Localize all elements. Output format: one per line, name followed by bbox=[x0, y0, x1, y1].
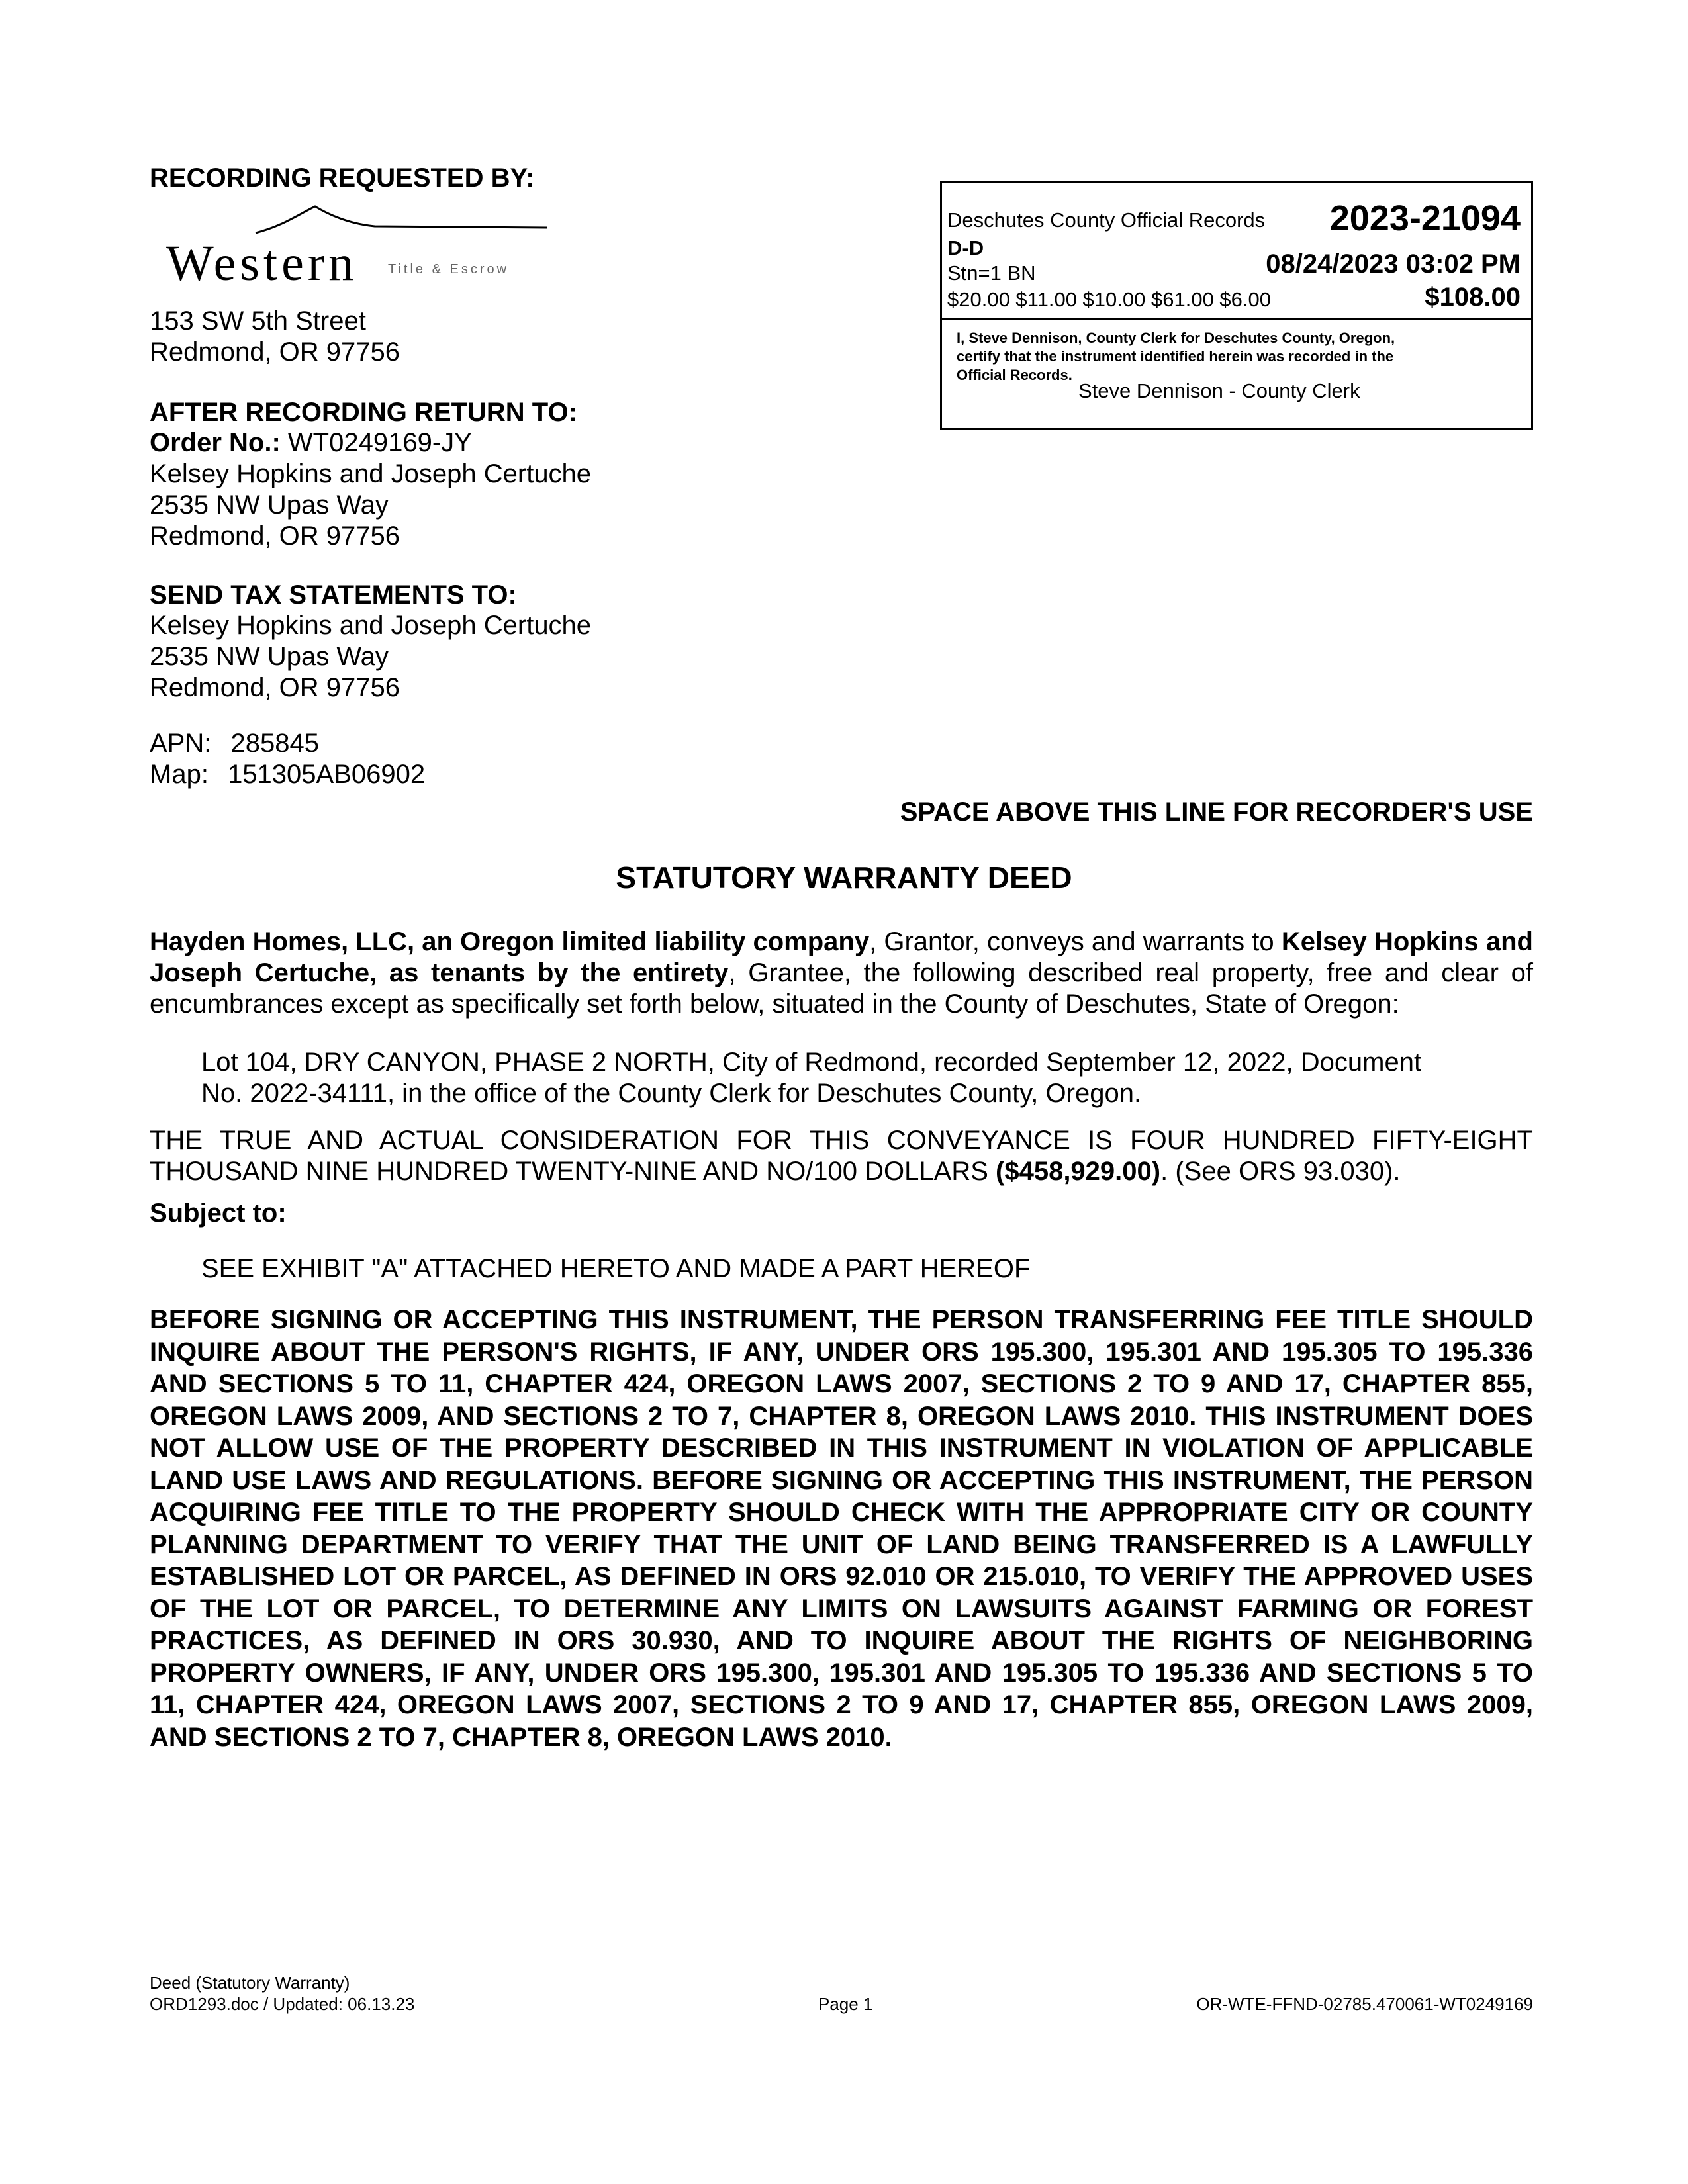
mountain-logo-icon bbox=[242, 200, 560, 240]
stamp-certification-line-2: certify that the instrument identified herein was recorded in the bbox=[957, 348, 1394, 365]
legal-description-line-2: No. 2022-34111, in the office of the County Clerk for Deschutes County, Oregon. bbox=[201, 1079, 1142, 1108]
consideration-paragraph bbox=[150, 1125, 1533, 1187]
grant-text-1: , Grantor, conveys and warrants to bbox=[869, 927, 1282, 956]
grant-text-2: , Grantee, the following described real property, free and clear of encumbrances except as specifically set forth below, situated in the County of Deschutes, State of Oregon: bbox=[150, 958, 1533, 1019]
stamp-datetime: 08/24/2023 03:02 PM bbox=[1266, 250, 1521, 279]
consideration-amount: ($458,929.00) bbox=[996, 1157, 1161, 1186]
tax-address-line-2: Redmond, OR 97756 bbox=[150, 673, 400, 702]
deed-title: STATUTORY WARRANTY DEED bbox=[616, 860, 1072, 895]
statutory-warning: BEFORE SIGNING OR ACCEPTING THIS INSTRUMENT, THE PERSON TRANSFERRING FEE TITLE SHOULD INQUIRE ABOUT THE PERSON'S RIGHTS, IF ANY, UNDER ORS 195.300, 195.301 AND 195.305 TO 195.336 AND SECTIONS 5 TO 11, CHAPTER 424, OREGON LAWS 2007, SECTIONS 2 TO 9 AND 17, CHAPTER 855, OREGON LAWS 2009, AND SECTIONS 2 TO 7, CHAPTER 8, OREGON LAWS 2010. THIS INSTRUMENT DOES NOT ALLOW USE OF THE PROPERTY DESCRIBED IN THIS INSTRUMENT IN VIOLATION OF APPLICABLE LAND USE LAWS AND REGULATIONS. BEFORE SIGNING OR ACCEPTING THIS INSTRUMENT, THE PERSON ACQUIRING FEE TITLE TO THE PROPERTY SHOULD CHECK WITH THE APPROPRIATE CITY OR COUNTY PLANNING DEPARTMENT TO VERIFY THAT THE UNIT OF LAND BEING TRANSFERRED IS A LAWFULLY ESTABLISHED LOT OR PARCEL, AS DEFINED IN ORS 92.010 OR 215.010, TO VERIFY THE APPROVED USES OF THE LOT OR PARCEL, TO DETERMINE ANY LIMITS ON LAWSUITS AGAINST FARMING OR FOREST PRACTICES, AS DEFINED IN ORS 30.930, AND TO INQUIRE ABOUT THE RIGHTS OF NEIGHBORING PROPERTY OWNERS, IF ANY, UNDER ORS 195.300, 195.301 AND 195.305 TO 195.336 AND SECTIONS 5 TO 11, CHAPTER 424, OREGON LAWS 2007, SECTIONS 2 TO 9 AND 17, CHAPTER 855, OREGON LAWS 2009, AND SECTIONS 2 TO 7, CHAPTER 8, OREGON LAWS 2010. bbox=[150, 1305, 1533, 1752]
stamp-clerk-signature: Steve Dennison - County Clerk bbox=[1078, 379, 1360, 402]
company-address-line-2: Redmond, OR 97756 bbox=[150, 338, 400, 367]
tax-statements-label: SEND TAX STATEMENTS TO: bbox=[150, 580, 517, 610]
company-logo-wordmark: Western bbox=[166, 236, 358, 291]
company-address-line-1: 153 SW 5th Street bbox=[150, 306, 366, 336]
grantor-name: Hayden Homes, LLC, an Oregon limited liability company bbox=[150, 927, 870, 956]
map-line bbox=[150, 759, 425, 790]
legal-description-line-1: Lot 104, DRY CANYON, PHASE 2 NORTH, City of Redmond, recorded September 12, 2022, Document bbox=[201, 1048, 1422, 1077]
footer-page-number: Page 1 bbox=[818, 1994, 873, 2014]
order-number bbox=[150, 428, 472, 459]
stamp-station: Stn=1 BN bbox=[947, 261, 1036, 285]
company-logo bbox=[150, 193, 547, 293]
footer-doc-file: ORD1293.doc / Updated: 06.13.23 bbox=[150, 1994, 415, 2014]
grant-paragraph bbox=[150, 927, 1533, 1020]
stamp-fees: $20.00 $11.00 $10.00 $61.00 $6.00 bbox=[947, 288, 1271, 311]
footer-reference: OR-WTE-FFND-02785.470061-WT0249169 bbox=[1196, 1994, 1533, 2014]
stamp-total: $108.00 bbox=[1425, 283, 1521, 312]
recording-requested-by-label: RECORDING REQUESTED BY: bbox=[150, 163, 535, 193]
apn-value: 285845 bbox=[230, 729, 319, 758]
stamp-divider bbox=[942, 318, 1531, 320]
map-value: 151305AB06902 bbox=[228, 760, 426, 789]
stamp-document-number: 2023-21094 bbox=[1329, 199, 1521, 238]
return-address-line-2: Redmond, OR 97756 bbox=[150, 522, 400, 551]
exhibit-reference: SEE EXHIBIT "A" ATTACHED HERETO AND MADE A PART HEREOF bbox=[201, 1254, 1031, 1283]
subject-to-label: Subject to: bbox=[150, 1199, 287, 1228]
map-label: Map: bbox=[150, 760, 209, 789]
stamp-certification-line-1: I, Steve Dennison, County Clerk for Deschutes County, Oregon, bbox=[957, 330, 1395, 346]
recording-stamp bbox=[940, 181, 1533, 430]
company-logo-subtitle: Title & Escrow bbox=[388, 262, 510, 277]
tax-name: Kelsey Hopkins and Joseph Certuche bbox=[150, 611, 592, 640]
order-number-label: Order No.: bbox=[150, 428, 281, 457]
stamp-office: Deschutes County Official Records bbox=[947, 208, 1266, 232]
apn-line bbox=[150, 728, 319, 759]
tax-address-line-1: 2535 NW Upas Way bbox=[150, 642, 389, 671]
recorder-space-note: SPACE ABOVE THIS LINE FOR RECORDER'S USE bbox=[900, 797, 1533, 827]
grantee-name: Kelsey Hopkins and Joseph Certuche, as tenants by the entirety bbox=[150, 927, 1533, 987]
consideration-text: THE TRUE AND ACTUAL CONSIDERATION FOR THIS CONVEYANCE IS FOUR HUNDRED FIFTY-EIGHT THOUSAND NINE HUNDRED TWENTY-NINE AND NO/100 DOLLARS bbox=[150, 1126, 1533, 1186]
order-number-value: WT0249169-JY bbox=[287, 428, 472, 457]
stamp-document-type: D-D bbox=[947, 236, 984, 259]
return-address-line-1: 2535 NW Upas Way bbox=[150, 490, 389, 520]
consideration-reference: . (See ORS 93.030). bbox=[1160, 1157, 1401, 1186]
apn-label: APN: bbox=[150, 729, 212, 758]
stamp-certification-line-3: Official Records. bbox=[957, 367, 1072, 383]
footer-doc-type: Deed (Statutory Warranty) bbox=[150, 1973, 350, 1993]
return-name: Kelsey Hopkins and Joseph Certuche bbox=[150, 459, 592, 488]
after-recording-label: AFTER RECORDING RETURN TO: bbox=[150, 398, 577, 427]
